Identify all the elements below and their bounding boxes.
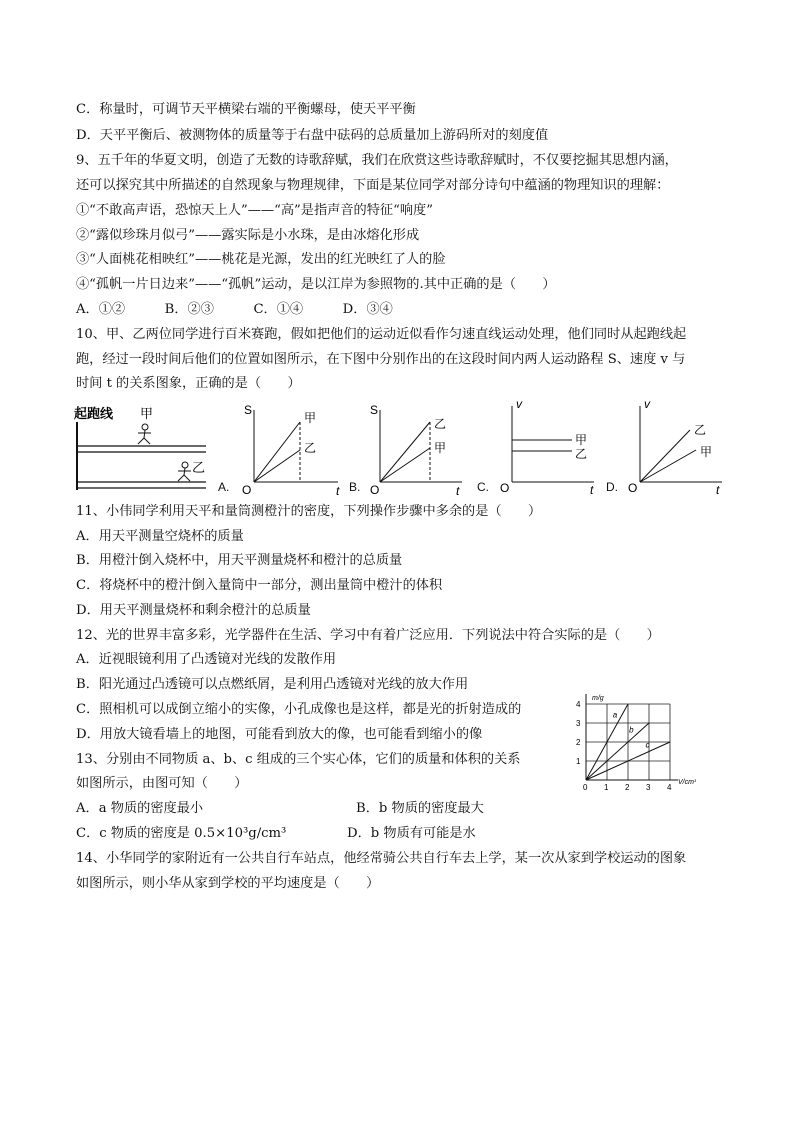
axis-t-label: t (716, 483, 720, 497)
q11-option-d: D．用天平测量烧杯和剩余橙汁的总质量 (76, 603, 311, 618)
runner-yi-label: 乙 (192, 460, 206, 475)
q9-item-2: ②“露似珍珠月似弓”——露实际是小水珠，是由冰熔化形成 (76, 228, 420, 243)
origin-label: O (500, 481, 510, 495)
origin-label: O (370, 483, 380, 497)
q12-option-b: B．阳光通过凸透镜可以点燃纸屑，是利用凸透镜对光线的放大作用 (76, 677, 469, 692)
line-jia-label: 甲 (434, 441, 447, 455)
series-label-a: a (612, 710, 618, 720)
chart-labels (576, 695, 696, 792)
x-tick-label: 2 (625, 783, 630, 792)
line-yi (254, 450, 300, 482)
y-axis-label: m/g (592, 695, 604, 702)
line-jia-label: 甲 (575, 433, 588, 447)
q9-item-4: ④“孤帆一片日边来”——“孤帆”运动，是以江岸为参照物的.其中正确的是（ ） (76, 277, 556, 292)
q13-option-b: B．b 物质的密度最大 (356, 801, 484, 816)
origin-label: O (628, 481, 638, 495)
line-yi-label: 乙 (304, 441, 317, 455)
q10-graph-d (622, 394, 732, 498)
axis-s-label: S (244, 403, 253, 417)
series-label-b: b (629, 725, 634, 735)
q10-option-b-label: B. (349, 480, 361, 494)
q9-stem-line1: 9、五千年的华夏文明，创造了无数的诗歌辞赋，我们在欣赏这些诗歌辞赋时，不仅要挖掘其思想内涵， (76, 153, 678, 168)
q8-option-c: C．称量时，可调节天平横梁右端的平衡螺母，使天平平衡 (76, 102, 416, 117)
q9-item-3: ③“人面桃花相映红”——桃花是光源，发出的红光映红了人的脸 (76, 252, 446, 267)
axis-v-label: v (644, 397, 650, 411)
x-axis-label: V/cm³ (678, 779, 696, 786)
line-jia-label: 甲 (700, 445, 713, 459)
line-jia (380, 448, 430, 482)
line-jia-label: 甲 (304, 411, 317, 425)
q11-stem: 11、小伟同学利用天平和量筒测橙汁的密度，下列操作步骤中多余的是（ ） (76, 504, 542, 519)
runner-yi-icon (178, 462, 191, 481)
q10-graph-c (494, 394, 604, 498)
x-tick-label: 1 (604, 783, 609, 792)
runner-jia-icon (138, 424, 151, 444)
q10-stem-line3: 时间 t 的关系图象，正确的是（ ） (76, 376, 301, 391)
line-yi-label: 乙 (575, 447, 588, 461)
q10-option-a-label: A. (218, 480, 230, 494)
q10-option-c-label: C. (477, 480, 489, 494)
q10-stem-line2: 跑，经过一段时间后他们的位置如图所示，在下图中分别作出的在这段时间内两人运动路程 S、速度 v 与 (76, 352, 686, 367)
runner-jia-label: 甲 (140, 406, 154, 421)
q12-stem: 12、光的世界丰富多彩，光学器件在生活、学习中有着广泛应用．下列说法中符合实际的是（ ） (76, 628, 660, 643)
axis-t-label: t (590, 483, 594, 497)
q12-option-d: D．用放大镜看墙上的地图，可能看到放大的像，也可能看到缩小的像 (76, 727, 483, 742)
x-tick-label: 4 (667, 783, 672, 792)
q8-option-d: D．天平平衡后、被测物体的质量等于右盘中砝码的总质量加上游码所对的刻度值 (76, 128, 549, 143)
q10-track-figure (74, 402, 214, 494)
axis-t-label: t (456, 484, 460, 498)
q13-option-d: D．b 物质有可能是水 (347, 826, 476, 841)
y-tick-label: 1 (576, 757, 581, 766)
q10-option-d-label: D. (606, 480, 618, 494)
y-tick-label: 3 (576, 719, 581, 728)
q14-stem-line2: 如图所示，则小华从家到学校的平均速度是（ ） (76, 876, 380, 891)
q13-option-c: C．c 物质的密度是 0.5×10³g/cm³ (76, 826, 287, 841)
line-jia (640, 450, 696, 482)
line-yi-label: 乙 (694, 423, 707, 437)
q9-stem-line2: 还可以探究其中所描述的自然现象与物理规律，下面是某位同学对部分诗句中蕴涵的物理知识的理解： (76, 178, 670, 193)
x-tick-label: 0 (583, 783, 588, 792)
q9-options: A．①② B．②③ C．①④ D．③④ (76, 302, 393, 317)
line-yi-label: 乙 (434, 417, 447, 431)
q13-stem-line1: 13、分别由不同物质 a、b、c 组成的三个实心体，它们的质量和体积的关系 (76, 752, 521, 767)
q10-graph-b (366, 398, 476, 498)
q11-option-a: A．用天平测量空烧杯的质量 (76, 529, 244, 544)
q9-item-1: ①“不敢高声语，恐惊天上人”——“高”是指声音的特征“响度” (76, 203, 433, 218)
series-label-c: c (645, 740, 650, 750)
axis-t-label: t (336, 484, 340, 498)
axis-s-label: S (370, 403, 379, 417)
line-jia (254, 422, 300, 482)
start-line-label: 起跑线 (74, 406, 114, 421)
y-tick-label: 2 (576, 738, 581, 747)
q10-stem-line1: 10、甲、乙两位同学进行百米赛跑，假如把他们的运动近似看作匀速直线运动处理，他们同时从起跑线起 (76, 327, 687, 342)
q12-option-a: A．近视眼镜利用了凸透镜对光线的发散作用 (76, 652, 337, 667)
line-yi (380, 422, 430, 482)
series-line-b (586, 723, 649, 780)
q14-stem-line1: 14、小华同学的家附近有一公共自行车站点，他经常骑公共自行车去上学，某一次从家到学校运动的图象 (76, 851, 687, 866)
q12-option-c: C．照相机可以成倒立缩小的实像，小孔成像也是这样，都是光的折射造成的 (76, 702, 522, 717)
y-tick-label: 4 (576, 700, 581, 709)
q13-option-a: A．a 物质的密度最小 (76, 801, 204, 816)
q11-option-c: C．将烧杯中的橙汁倒入量筒中一部分，测出量筒中橙汁的体积 (76, 578, 443, 593)
x-tick-label: 3 (646, 783, 651, 792)
axis-v-label: v (516, 397, 522, 411)
line-yi (640, 430, 690, 482)
origin-label: O (242, 483, 252, 497)
q13-stem-line2: 如图所示，由图可知（ ） (76, 776, 248, 791)
q11-option-b: B．用橙汁倒入烧杯中，用天平测量烧杯和橙汁的总质量 (76, 553, 403, 568)
mass-volume-chart (572, 684, 696, 794)
q10-graph-a (238, 398, 348, 498)
